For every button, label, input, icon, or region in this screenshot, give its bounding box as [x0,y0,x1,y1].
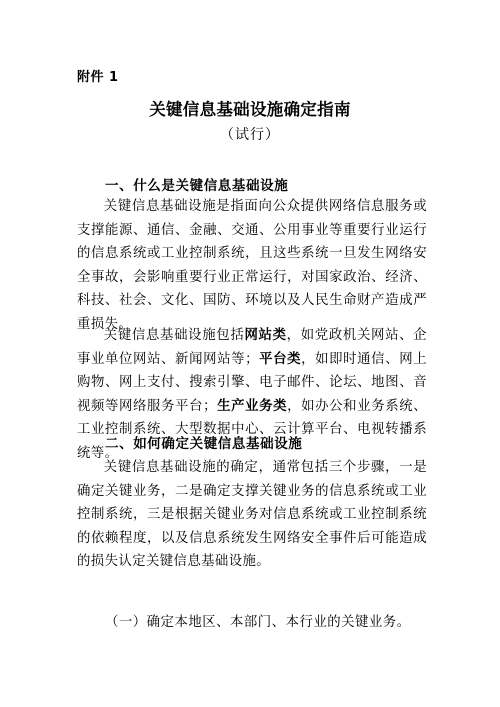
paragraph-text: ，如办公和业务系统、工业控制系统、大型数据中心、云计算平台、电视转播系统等。 [77,398,428,461]
paragraph-text: ，如即时通信、网上购物、网上支付、搜索引擎、电子邮件、论坛、地图、音视频等网络服务平台； [77,351,427,414]
section-heading-2: 二、如何确定关键信息基础设施 [105,436,303,452]
section-1-paragraph-1: 关键信息基础设施是指面向公众提供网络信息服务或支撑能源、通信、金融、交通、公用事业等重要行业运行的信息系统或工业控制系统，且这些系统一旦发生网络安全事故，会影响重要行业正常运行，对国家政治、经济、科技、社会、文化、国防、环境以及人民生命财产造成严重损失。 [77,199,427,332]
document-subtitle: （试行） [220,127,280,143]
section-heading-1: 一、什么是关键信息基础设施 [105,178,289,194]
section-2-paragraph-1: 关键信息基础设施的确定，通常包括三个步骤，一是确定关键业务，二是确定支撑关键业务的信息系统或工业控制系统，三是根据关键业务对信息系统或工业控制系统的依赖程度，以及信息系统发生网络安全事件后可能造成的损失认定关键信息基础设施。 [77,460,427,570]
document-title: 关键信息基础设施确定指南 [149,100,351,119]
category-production: 生产业务类 [216,398,288,414]
paragraph-text: 关键信息基础设施包括 [103,328,245,343]
paragraph-text: ，如党政机关网站、企事业单位网站、新闻网站等； [77,328,428,367]
attachment-label: 附件 1 [77,70,119,85]
section-2-subheading-1: （一）确定本地区、本部门、本行业的关键业务。 [105,615,411,630]
category-platform: 平台类 [258,351,302,367]
category-website: 网站类 [244,328,287,343]
